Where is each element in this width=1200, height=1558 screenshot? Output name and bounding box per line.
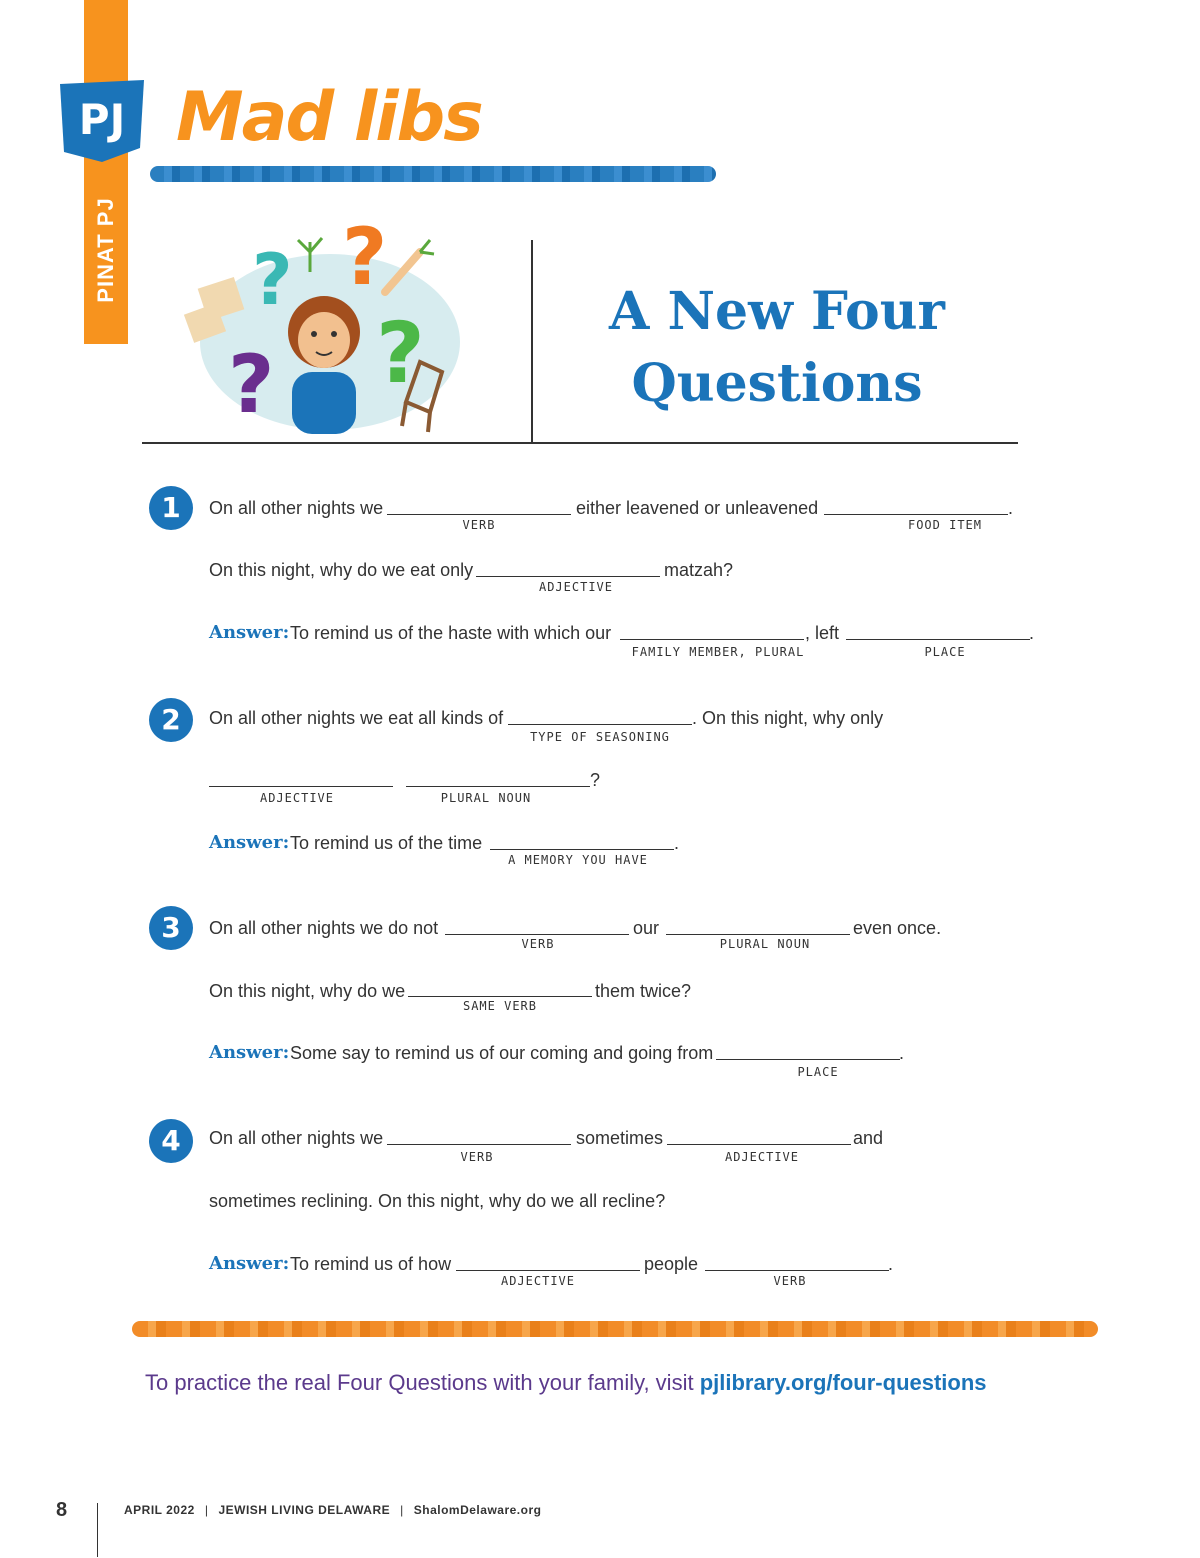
orange-crayon-divider — [132, 1321, 1098, 1337]
q2-answer-label-memory: A MEMORY YOU HAVE — [508, 853, 648, 867]
q4-line1-text-b: sometimes — [576, 1128, 664, 1148]
q4-answer-text-a: To remind us of how — [290, 1254, 452, 1274]
q3-label-verb: VERB — [521, 937, 555, 951]
q2-line2-end: ? — [590, 770, 601, 790]
page-title-line-2: Questions — [631, 353, 923, 414]
footer-line — [124, 1503, 541, 1517]
q3-answer-end: . — [899, 1043, 905, 1063]
footer-note-text: To practice the real Four Questions with your family, visit — [145, 1370, 694, 1395]
question-number-3: 3 — [149, 906, 193, 950]
q3-line1-text-b: our — [633, 918, 660, 938]
q1-line2-text-a: On this night, why do we eat only — [209, 560, 474, 580]
pj-logo-text: PJ — [78, 95, 126, 144]
page-number: 8 — [56, 1499, 68, 1521]
q4-answer-label-verb: VERB — [773, 1274, 807, 1288]
q1-answer-label-family: FAMILY MEMBER, PLURAL — [631, 645, 805, 659]
q1-label-verb: VERB — [462, 518, 496, 532]
question-number-2: 2 — [149, 698, 193, 742]
child-questions-illustration — [180, 212, 470, 434]
q2-label-plural-noun: PLURAL NOUN — [440, 791, 532, 805]
q2-answer-end: . — [674, 833, 680, 853]
q3-blank-plural-noun[interactable] — [666, 934, 850, 935]
q1-line1-text-b: either leavened or unleavened — [576, 498, 819, 518]
q4-line1-text-c: and — [853, 1128, 884, 1148]
svg-text:?: ? — [376, 304, 425, 402]
q2-blank-seasoning[interactable] — [508, 724, 692, 725]
four-questions-link[interactable]: pjlibrary.org/four-questions — [699, 1370, 987, 1395]
q4-line2-text: sometimes reclining. On this night, why do we all recline? — [209, 1191, 666, 1211]
q1-answer-text-a: To remind us of the haste with which our — [290, 623, 612, 643]
q3-label-same-verb: SAME VERB — [462, 999, 538, 1013]
svg-text:?: ? — [228, 338, 275, 431]
question-number-4: 4 — [149, 1119, 193, 1163]
q3-line2-text-a: On this night, why do we — [209, 981, 406, 1001]
blue-crayon-divider — [150, 166, 716, 182]
q1-answer-label-place: PLACE — [924, 645, 966, 659]
q4-label-verb: VERB — [460, 1150, 494, 1164]
q1-answer-blank-family[interactable] — [620, 639, 804, 640]
footer-date: APRIL 2022 — [124, 1503, 195, 1517]
q4-line1-text-a: On all other nights we — [209, 1128, 384, 1148]
q1-line1-end: . — [1008, 498, 1014, 518]
q3-blank-verb[interactable] — [445, 934, 629, 935]
q4-blank-adjective[interactable] — [667, 1144, 851, 1145]
footer-divider — [97, 1503, 98, 1557]
q4-answer-label-adjective: ADJECTIVE — [500, 1274, 576, 1288]
q3-answer-label-place: PLACE — [797, 1065, 839, 1079]
q1-blank-verb[interactable] — [387, 514, 571, 515]
q2-answer-label: Answer: — [209, 832, 290, 853]
q4-answer-label: Answer: — [209, 1253, 290, 1274]
footer-website[interactable]: ShalomDelaware.org — [413, 1503, 542, 1517]
q4-answer-text-b: people — [644, 1254, 699, 1274]
q2-answer-blank-memory[interactable] — [490, 849, 674, 850]
q2-label-seasoning: TYPE OF SEASONING — [530, 730, 670, 744]
q4-label-adjective: ADJECTIVE — [724, 1150, 800, 1164]
section-title: Mad libs — [176, 78, 482, 157]
header-vertical-divider — [531, 240, 533, 443]
page-title-line-1: A New Four — [609, 281, 945, 342]
q2-line1-text-a: On all other nights we eat all kinds of — [209, 708, 504, 728]
q3-answer-blank-place[interactable] — [716, 1059, 900, 1060]
q1-line1-text-a: On all other nights we — [209, 498, 384, 518]
footer-separator: | — [204, 1503, 209, 1517]
q3-line1-text-a: On all other nights we do not — [209, 918, 439, 938]
page-title — [560, 276, 994, 420]
q3-answer-text-a: Some say to remind us of our coming and going from — [290, 1043, 714, 1063]
q3-line1-text-c: even once. — [853, 918, 942, 938]
q1-line2-text-b: matzah? — [664, 560, 734, 580]
footer-publication: JEWISH LIVING DELAWARE — [218, 1503, 391, 1517]
footer-separator: | — [400, 1503, 404, 1517]
footer-note — [145, 1370, 987, 1396]
q3-blank-same-verb[interactable] — [408, 996, 592, 997]
q1-answer-blank-place[interactable] — [846, 639, 1030, 640]
side-label: PINAT PJ — [93, 197, 118, 303]
header-horizontal-divider — [142, 442, 1018, 444]
q1-blank-adjective[interactable] — [476, 576, 660, 577]
q1-label-food-item: FOOD ITEM — [907, 518, 983, 532]
q1-label-adjective: ADJECTIVE — [538, 580, 614, 594]
q1-answer-label: Answer: — [209, 622, 290, 643]
q2-answer-text-a: To remind us of the time — [290, 833, 483, 853]
q3-line2-text-b: them twice? — [595, 981, 692, 1001]
q3-label-plural-noun: PLURAL NOUN — [719, 937, 811, 951]
question-number-1: 1 — [149, 486, 193, 530]
q2-blank-adjective[interactable] — [209, 786, 393, 787]
q4-answer-blank-adjective[interactable] — [456, 1270, 640, 1271]
q4-answer-end: . — [888, 1254, 894, 1274]
q1-answer-text-b: , left — [805, 623, 840, 643]
q2-blank-plural-noun[interactable] — [406, 786, 590, 787]
q1-answer-end: . — [1029, 623, 1035, 643]
q4-blank-verb[interactable] — [387, 1144, 571, 1145]
q2-label-adjective: ADJECTIVE — [259, 791, 335, 805]
q4-answer-blank-verb[interactable] — [705, 1270, 889, 1271]
q1-blank-food-item[interactable] — [824, 514, 1008, 515]
pj-logo-badge — [56, 78, 148, 164]
svg-text:?: ? — [342, 213, 388, 303]
svg-text:?: ? — [252, 239, 293, 321]
q3-answer-label: Answer: — [209, 1042, 290, 1063]
q2-line1-text-b: . On this night, why only — [692, 708, 884, 728]
